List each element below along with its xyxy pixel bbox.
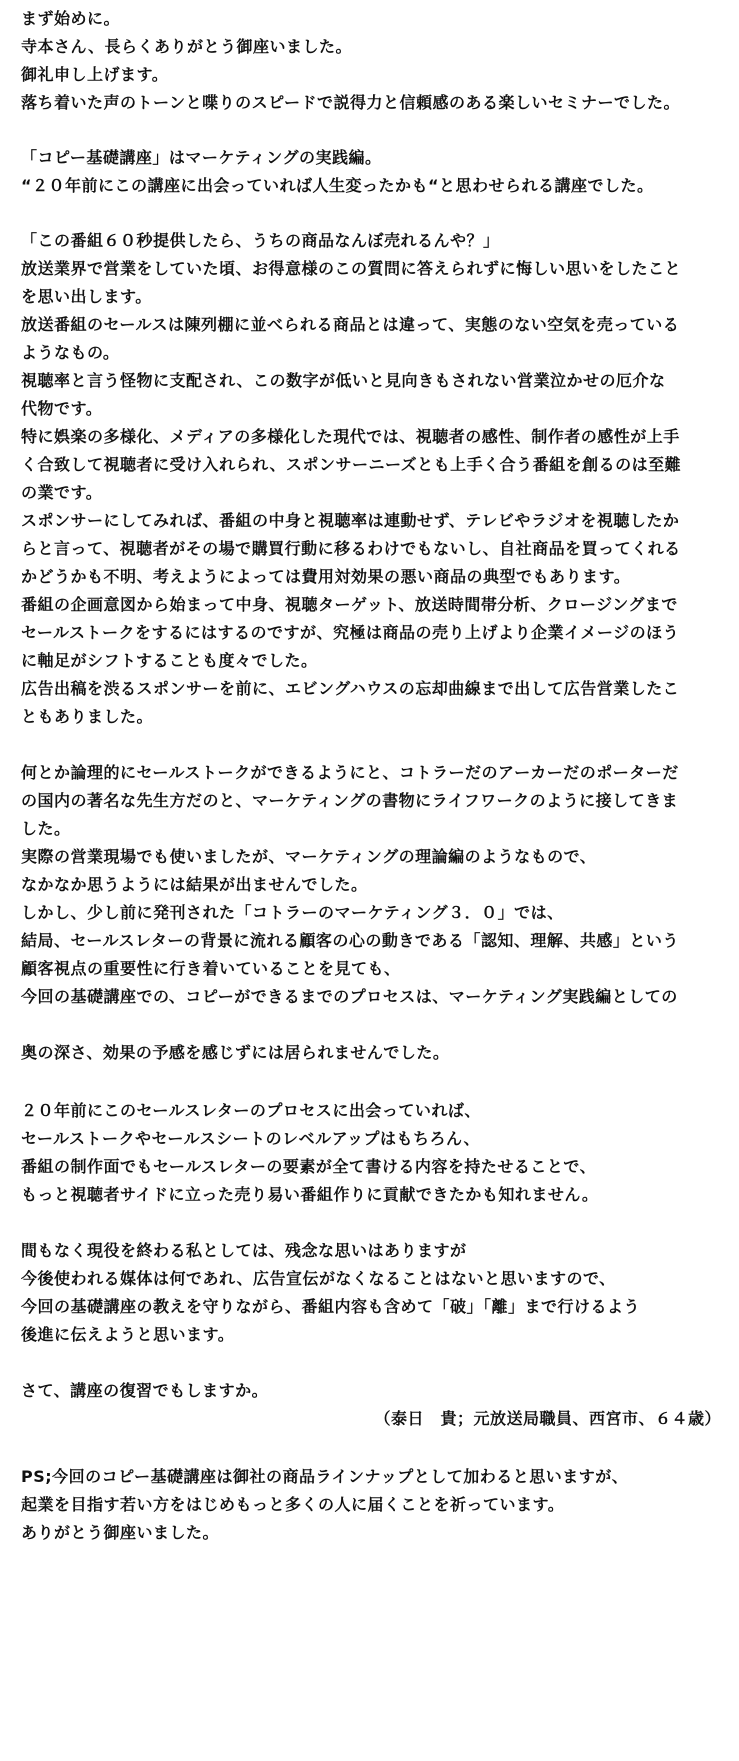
text-line: ようなもの。: [21, 343, 120, 362]
text-line: セールストークやセールスシートのレベルアップはもちろん、: [21, 1129, 480, 1148]
text-line: 何とか論理的にセールストークができるようにと、コトラーだのアーカーだのポーターだ: [21, 763, 679, 782]
text-line: もっと視聴者サイドに立った売り易い番組作りに貢献できたかも知れません。: [21, 1185, 599, 1204]
text-line: ともありました。: [21, 707, 154, 726]
text-line: 放送業界で営業をしていた頃、お得意様のこの質問に答えられずに悔しい思いをしたこと: [21, 259, 682, 278]
text-line: に軸足がシフトすることも度々でした。: [21, 651, 318, 670]
ps-line: ありがとう御座いました。: [21, 1523, 220, 1542]
text-line: く合致して視聴者に受け入れられ、スポンサーニーズとも上手く合う番組を創るのは至難: [21, 455, 682, 474]
text-line: を思い出します。: [21, 287, 152, 306]
text-line: 間もなく現役を終わる私としては、残念な思いはありますが: [21, 1241, 467, 1260]
text-line: 広告出稿を渋るスポンサーを前に、エビングハウスの忘却曲線まで出して広告営業したこ: [21, 679, 680, 698]
text-line: 落ち着いた声のトーンと喋りのスピードで説得力と信頼感のある楽しいセミナーでした。: [21, 93, 681, 112]
text-line: さて、講座の復習でもしますか。: [21, 1381, 269, 1400]
text-line: 「この番組６０秒提供したら、うちの商品なんぼ売れるんや？」: [21, 231, 500, 250]
text-line: 「コピー基礎講座」はマーケティングの実践編。: [21, 148, 382, 167]
text-line: 特に娯楽の多様化、メディアの多様化した現代では、視聴者の感性、制作者の感性が上手: [21, 427, 680, 446]
text-line: “２０年前にこの講座に出会っていれば人生変ったかも“と思わせられる講座でした。: [21, 176, 654, 195]
text-line: 結局、セールスレターの背景に流れる顧客の心の動きである「認知、理解、共感」という: [21, 931, 679, 950]
text-line: 実際の営業現場でも使いましたが、マーケティングの理論編のようなもので、: [21, 847, 597, 866]
text-line: しかし、少し前に発刊された「コトラーのマーケティング３．０」では、: [21, 903, 564, 922]
text-line: した。: [21, 819, 71, 838]
signature: （泰日 貴；元放送局職員、西宮市、６４歳）: [374, 1409, 721, 1428]
text-line: 今回の基礎講座での、コピーができるまでのプロセスは、マーケティング実践編としての: [21, 987, 678, 1006]
text-line: ２０年前にこのセールスレターのプロセスに出会っていれば、: [21, 1101, 481, 1120]
ps-line: PS;今回のコピー基礎講座は御社の商品ラインナップとして加わると思いますが、: [21, 1467, 629, 1486]
text-line: 視聴率と言う怪物に支配され、この数字が低いと見向きもされない営業泣かせの厄介な: [21, 371, 666, 390]
text-line: 後進に伝えようと思います。: [21, 1325, 235, 1344]
text-line: 御礼申し上げます。: [21, 65, 169, 84]
text-line: らと言って、視聴者がその場で購買行動に移るわけでもないし、自社商品を買ってくれる: [21, 539, 681, 558]
text-line: セールストークをするにはするのですが、究極は商品の売り上げより企業イメージのほう: [21, 623, 680, 642]
text-line: 今回の基礎講座の教えを守りながら、番組内容も含めて「破」「離」まで行けるよう: [21, 1297, 641, 1316]
text-line: 今後使われる媒体は何であれ、広告宣伝がなくなることはないと思いますので、: [21, 1269, 616, 1288]
text-line: の国内の著名な先生方だのと、マーケティングの書物にライフワークのように接してきま: [21, 791, 679, 810]
ps-line: 起業を目指す若い方をはじめもっと多くの人に届くことを祈っています。: [21, 1495, 565, 1514]
text-line: スポンサーにしてみれば、番組の中身と視聴率は連動せず、テレビやラジオを視聴したか: [21, 511, 680, 530]
text-line: なかなか思うようには結果が出ませんでした。: [21, 875, 368, 894]
text-line: 代物です。: [21, 399, 103, 418]
text-line: かどうかも不明、考えようによっては費用対効果の悪い商品の典型でもあります。: [21, 567, 631, 586]
text-line: 番組の企画意図から始まって中身、視聴ターゲット、放送時間帯分析、クロージングまで: [21, 595, 678, 614]
text-line: 奥の深さ、効果の予感を感じずには居られませんでした。: [21, 1043, 450, 1062]
text-line: まず始めに。: [21, 9, 121, 28]
text-line: 放送番組のセールスは陳列棚に並べられる商品とは違って、実態のない空気を売っている: [21, 315, 680, 334]
text-line: の業です。: [21, 483, 103, 502]
text-line: 番組の制作面でもセールスレターの要素が全て書ける内容を持たせることで、: [21, 1157, 597, 1176]
text-line: 顧客視点の重要性に行き着いていることを見ても、: [21, 959, 401, 978]
text-line: 寺本さん、長らくありがとう御座いました。: [21, 37, 352, 56]
